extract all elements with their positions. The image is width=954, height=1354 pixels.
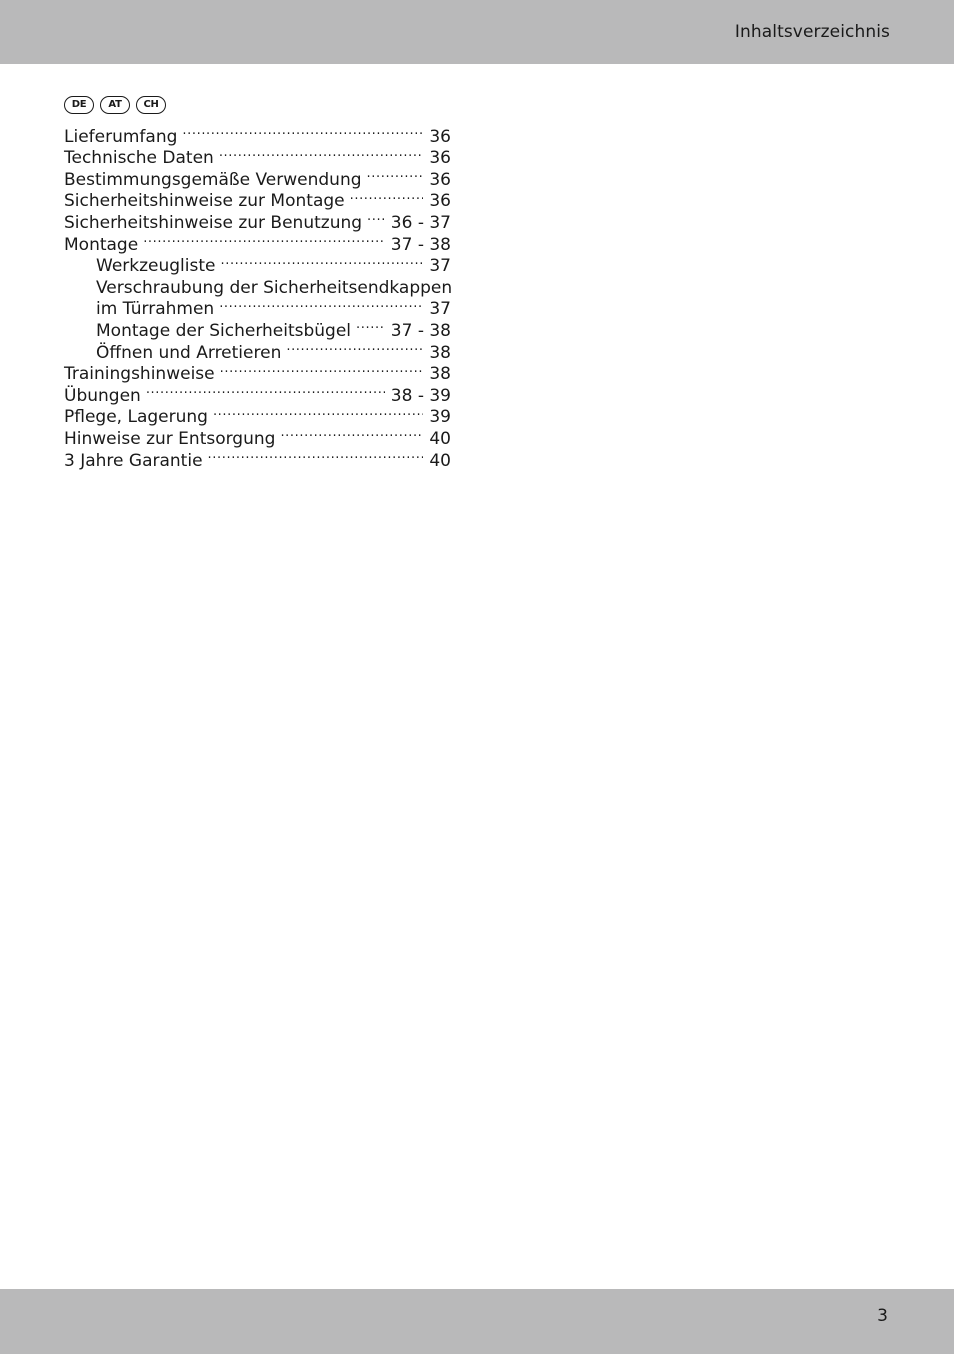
toc-dot-leader — [286, 336, 423, 358]
toc-entry-page: 40 — [429, 428, 451, 449]
toc-entry-page: 38 - 39 — [390, 385, 451, 406]
page-title: Inhaltsverzeichnis — [734, 22, 890, 42]
toc-entry-label: Lieferumfang — [64, 126, 178, 147]
toc-entry-label: Technische Daten — [64, 148, 214, 169]
toc-entry-label: 3 Jahre Garantie — [64, 450, 203, 471]
footer-bar — [0, 1289, 954, 1354]
toc-dot-leader — [219, 142, 424, 164]
toc-dot-leader — [220, 358, 424, 380]
toc-entry-label: Übungen — [64, 385, 141, 406]
toc-entry-label: Werkzeugliste — [96, 256, 216, 277]
toc-entry-label: Sicherheitshinweise zur Benutzung — [64, 212, 363, 233]
table-of-contents — [64, 120, 453, 471]
toc-dot-leader — [213, 401, 423, 423]
country-badges — [64, 96, 166, 116]
toc-dot-leader — [182, 120, 423, 142]
toc-entry-page: 36 — [429, 169, 451, 190]
toc-dot-leader — [219, 293, 423, 315]
toc-entry-page: 37 - 38 — [390, 320, 451, 341]
toc-dot-leader — [350, 185, 424, 207]
country-badge-ch: CH — [136, 96, 166, 114]
country-badge-at: AT — [100, 96, 130, 114]
toc-entry-page: 36 — [429, 148, 451, 169]
toc-entry-page: 37 — [429, 256, 451, 277]
toc-entry-label: im Türrahmen — [96, 299, 215, 320]
toc-dot-leader — [367, 206, 385, 228]
country-badge-de: DE — [64, 96, 94, 114]
toc-entry-label: Bestimmungsgemäße Verwendung — [64, 169, 362, 190]
toc-entry-page: 40 — [429, 450, 451, 471]
toc-dot-leader — [280, 422, 423, 444]
toc-entry-page: 36 — [429, 191, 451, 212]
toc-dot-leader — [367, 163, 424, 185]
toc-entry-label: Verschraubung der Sicherheitsendkappen — [96, 277, 453, 298]
toc-entry-page: 38 — [429, 364, 451, 385]
toc-dot-leader — [356, 314, 385, 336]
toc-dot-leader — [143, 228, 385, 250]
toc-dot-leader — [208, 444, 424, 466]
toc-entry-label: Pflege, Lagerung — [64, 407, 208, 428]
toc-dot-leader — [220, 250, 423, 272]
toc-entry-label: Sicherheitshinweise zur Montage — [64, 191, 345, 212]
toc-entry-lieferumfang[interactable] — [64, 120, 451, 147]
toc-entry-label: Öffnen und Arretieren — [96, 342, 282, 363]
toc-entry-page: 36 - 37 — [390, 212, 451, 233]
toc-entry-page: 38 — [429, 342, 451, 363]
page-number: 3 — [877, 1306, 888, 1326]
toc-entry-label: Hinweise zur Entsorgung — [64, 428, 276, 449]
toc-entry-page: 37 - 38 — [390, 234, 451, 255]
toc-entry-page: 36 — [429, 126, 451, 147]
toc-entry-label: Trainingshinweise — [64, 364, 215, 385]
toc-entry-page: 37 — [429, 299, 451, 320]
toc-entry-label: Montage — [64, 234, 139, 255]
toc-dot-leader — [146, 379, 385, 401]
header-bar — [0, 0, 954, 64]
toc-entry-label: Montage der Sicherheitsbügel — [96, 320, 352, 341]
toc-entry-page: 39 — [429, 407, 451, 428]
